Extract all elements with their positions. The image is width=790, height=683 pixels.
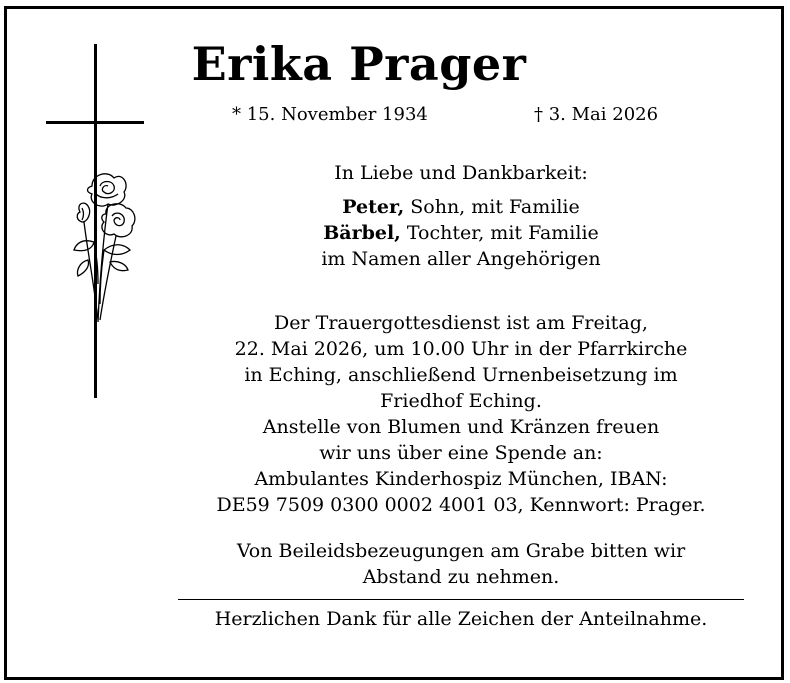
divider	[178, 599, 744, 600]
family-line-2	[178, 220, 744, 246]
deceased-name: Erika Prager	[191, 37, 527, 91]
death-date: † 3. Mai 2026	[534, 104, 659, 125]
family-line-1	[178, 194, 744, 220]
condolence-line: Von Beileidsbezeugungen am Grabe bitten wir	[236, 540, 686, 562]
condolence-line: Abstand zu nehmen.	[362, 566, 560, 588]
relatives-line: im Namen aller Angehörigen	[321, 248, 601, 270]
service-line: Ambulantes Kinderhospiz München, IBAN:	[254, 468, 668, 490]
service-line: wir uns über eine Spende an:	[319, 442, 603, 464]
service-line: Anstelle von Blumen und Kränzen freuen	[262, 416, 660, 438]
family-block	[178, 160, 744, 272]
service-block	[178, 310, 744, 518]
service-line: in Eching, anschließend Urnenbeisetzung im	[244, 364, 678, 386]
service-line: Friedhof Eching.	[380, 390, 542, 412]
intro-line: In Liebe und Dankbarkeit:	[334, 162, 588, 184]
family-text-2: Tochter, mit Familie	[400, 222, 599, 244]
roses-icon	[70, 164, 142, 324]
family-name-2: Bärbel,	[323, 222, 401, 244]
cross-bar	[46, 121, 144, 124]
family-name-1: Peter,	[342, 196, 405, 218]
family-text-1: Sohn, mit Familie	[404, 196, 580, 218]
condolence-block	[178, 538, 744, 590]
thanks-line: Herzlichen Dank für alle Zeichen der Anteilnahme.	[214, 608, 708, 630]
service-line: Der Trauergottesdienst ist am Freitag,	[274, 312, 648, 334]
service-line: 22. Mai 2026, um 10.00 Uhr in der Pfarrkirche	[234, 338, 688, 360]
service-line: DE59 7509 0300 0002 4001 03, Kennwort: Prager.	[216, 494, 706, 516]
birth-date: * 15. November 1934	[232, 104, 428, 125]
